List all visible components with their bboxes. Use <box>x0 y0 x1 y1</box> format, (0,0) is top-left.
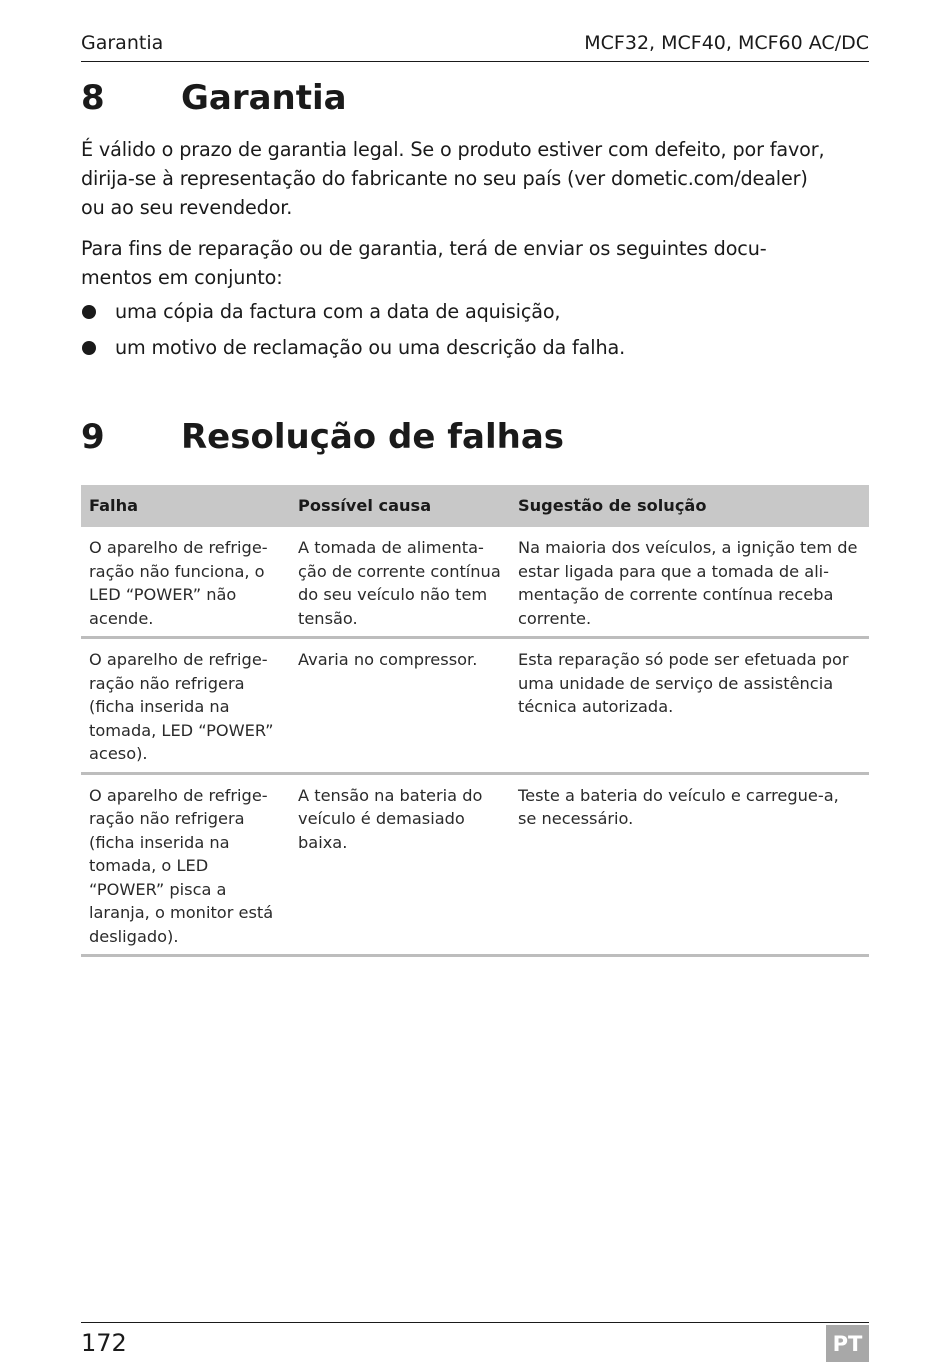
table-cell-cause <box>290 527 510 638</box>
cell-line: baixa. <box>298 832 348 852</box>
column-header-cause: Possível causa <box>290 485 510 527</box>
cell-line: ração não refrigera <box>89 673 245 693</box>
cell-line: “POWER” pisca a <box>89 879 227 899</box>
section-9-heading <box>81 417 869 457</box>
warranty-paragraph-line: dirija-se à representação do fabricante no seu país (ver dometic.com/dealer) <box>81 167 808 190</box>
language-badge: PT <box>826 1325 869 1362</box>
documents-list <box>81 294 869 366</box>
cell-line: aceso). <box>89 744 148 763</box>
documents-paragraph-line: Para fins de reparação ou de garantia, terá de enviar os seguintes docu- <box>81 237 767 260</box>
cell-line: mentação de corrente contínua receba <box>518 585 834 604</box>
cell-line: acende. <box>89 608 154 628</box>
footer-divider <box>81 1322 869 1323</box>
cell-line: tensão. <box>298 608 358 628</box>
section-9-title: Resolução de falhas <box>181 417 564 457</box>
cell-line: desligado). <box>89 926 179 946</box>
section-9-number: 9 <box>81 417 105 457</box>
cell-line: ção de corrente contínua <box>298 561 501 581</box>
troubleshooting-table <box>81 485 869 957</box>
cell-line: estar ligada para que a tomada de ali- <box>518 561 830 581</box>
cell-line: O aparelho de refrige- <box>89 650 268 669</box>
table-cell-fault <box>81 638 290 774</box>
table-row <box>81 773 869 956</box>
cell-line: ração não refrigera <box>89 809 245 828</box>
cell-line: uma unidade de serviço de assistência <box>518 673 834 693</box>
warranty-paragraph <box>81 135 873 222</box>
cell-line: Teste a bateria do veículo e carregue-a, <box>518 785 839 805</box>
table-cell-fault <box>81 527 290 638</box>
list-item-text: uma cópia da factura com a data de aquisição, <box>115 300 561 323</box>
header-model-names: MCF32, MCF40, MCF60 AC/DC <box>584 32 869 54</box>
column-header-solution: Sugestão de solução <box>510 485 869 527</box>
header-section-title: Garantia <box>81 32 164 54</box>
cell-line: (ficha inserida na <box>89 832 230 852</box>
table-cell-solution <box>510 638 869 774</box>
cell-line: tomada, LED “POWER” <box>89 720 274 740</box>
list-item <box>81 294 869 330</box>
cell-line: do seu veículo não tem <box>298 585 488 604</box>
warranty-paragraph-line: ou ao seu revendedor. <box>81 196 293 219</box>
cell-line: Avaria no compressor. <box>298 650 478 669</box>
cell-line: Na maioria dos veículos, a ignição tem de <box>518 538 858 557</box>
section-8-number: 8 <box>81 78 105 118</box>
documents-paragraph-line: mentos em conjunto: <box>81 266 283 289</box>
table-cell-cause <box>290 773 510 956</box>
cell-line: técnica autorizada. <box>518 697 674 716</box>
page-number: 172 <box>81 1329 127 1357</box>
cell-line: A tomada de alimenta- <box>298 538 484 557</box>
cell-line: O aparelho de refrige- <box>89 785 268 805</box>
column-header-fault: Falha <box>81 485 290 527</box>
cell-line: Esta reparação só pode ser efetuada por <box>518 650 849 669</box>
cell-line: (ficha inserida na <box>89 697 230 716</box>
cell-line: A tensão na bateria do <box>298 785 483 805</box>
cell-line: O aparelho de refrige- <box>89 538 268 557</box>
cell-line: corrente. <box>518 608 592 628</box>
documents-paragraph <box>81 234 873 292</box>
table-cell-solution <box>510 773 869 956</box>
cell-line: se necessário. <box>518 809 634 828</box>
table-row <box>81 638 869 774</box>
table-cell-solution <box>510 527 869 638</box>
section-8-title: Garantia <box>181 78 347 118</box>
list-item <box>81 330 869 366</box>
bullet-icon <box>82 341 96 355</box>
bullet-icon <box>82 305 96 319</box>
warranty-paragraph-line: É válido o prazo de garantia legal. Se o produto estiver com defeito, por favor, <box>81 138 825 161</box>
table-cell-cause <box>290 638 510 774</box>
cell-line: laranja, o monitor está <box>89 903 274 922</box>
list-item-text: um motivo de reclamação ou uma descrição da falha. <box>115 336 626 359</box>
cell-line: LED “POWER” não <box>89 585 237 604</box>
cell-line: ração não funciona, o <box>89 561 265 581</box>
page-header <box>81 28 869 62</box>
cell-line: tomada, o LED <box>89 856 209 875</box>
cell-line: veículo é demasiado <box>298 809 465 828</box>
table-cell-fault <box>81 773 290 956</box>
table-header-row <box>81 485 869 527</box>
table-row <box>81 527 869 638</box>
section-8-heading <box>81 78 869 118</box>
